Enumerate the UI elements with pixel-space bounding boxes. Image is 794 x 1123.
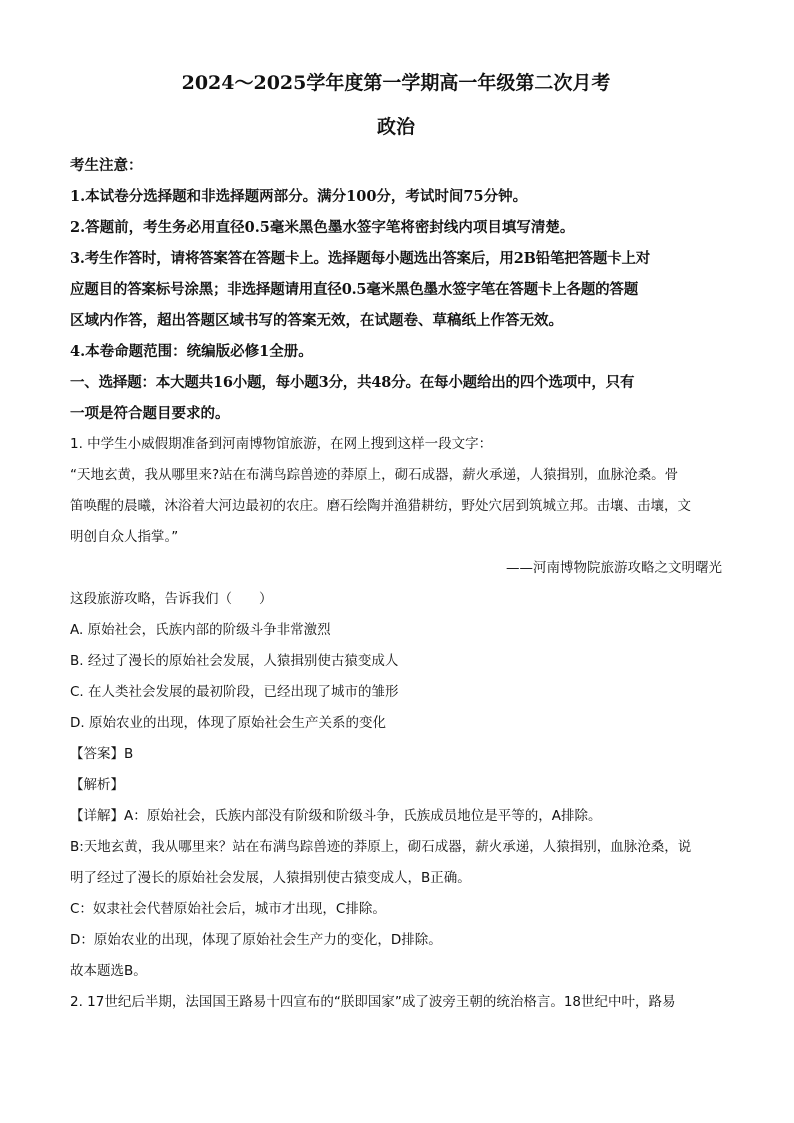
section-line: 一项是符合题目要求的。 xyxy=(70,405,230,422)
analysis-label: 【解析】 xyxy=(70,777,124,793)
notice-heading: 考生注意： xyxy=(70,157,143,174)
notice-line: 3.考生作答时，请将答案答在答题卡上。选择题每小题选出答案后，用2B铅笔把答题卡上对 xyxy=(70,250,651,267)
notice-line: 1.本试卷分选择题和非选择题两部分。满分100分，考试时间75分钟。 xyxy=(70,188,528,205)
exam-title: 2024～2025学年度第一学期高一年级第二次月考 xyxy=(181,72,611,94)
exam-page xyxy=(70,66,722,1018)
option-c: C. 在人类社会发展的最初阶段，已经出现了城市的雏形 xyxy=(70,684,399,700)
notice-line: 应题目的答案标号涂黑；非选择题请用直径0.5毫米黑色墨水签字笔在答题卡上各题的答题 xyxy=(70,281,639,298)
question-stem: 2. 17世纪后半期，法国国王路易十四宣布的“朕即国家”成了波旁王朝的统治格言。18世纪中叶，路易 xyxy=(70,994,676,1010)
answer-line xyxy=(70,739,722,770)
option-d: D. 原始农业的出现，体现了原始社会生产关系的变化 xyxy=(70,715,386,731)
analysis-line: 明了经过了漫长的原始社会发展，人猿揖别使古猿变成人，B正确。 xyxy=(70,870,471,886)
notice-line: 4.本卷命题范围：统编版必修1全册。 xyxy=(70,343,313,360)
question-2 xyxy=(70,987,722,1018)
analysis-line: C：奴隶社会代替原始社会后，城市才出现，C排除。 xyxy=(70,901,386,917)
analysis-line: B:天地玄黄，我从哪里来？站在布满鸟踪兽迹的莽原上，砌石成器，薪火承递，人猿揖别，血脉沧桑，说 xyxy=(70,839,692,855)
section-line: 一、选择题：本大题共16小题，每小题3分，共48分。在每小题给出的四个选项中，只有 xyxy=(70,374,635,391)
analysis-line xyxy=(70,801,722,832)
notice-line: 2.答题前，考生务必用直径0.5毫米黑色墨水签字笔将密封线内项目填写清楚。 xyxy=(70,219,575,236)
question-1 xyxy=(70,429,722,987)
notice-block xyxy=(70,150,722,367)
option-b: B. 经过了漫长的原始社会发展，人猿揖别使古猿变成人 xyxy=(70,653,399,669)
quote-line: 明创自众人指掌。” xyxy=(70,529,179,545)
answer-label: 【答案】 xyxy=(70,746,124,762)
question-stem: 1. 中学生小威假期准备到河南博物馆旅游，在网上搜到这样一段文字： xyxy=(70,436,493,452)
section-heading xyxy=(70,367,722,429)
analysis-line: 故本题选B。 xyxy=(70,963,147,979)
quote-source: ——河南博物院旅游攻略之文明曙光 xyxy=(506,560,722,576)
notice-line: 区域内作答，超出答题区域书写的答案无效，在试题卷、草稿纸上作答无效。 xyxy=(70,312,563,329)
quote-line: 笛唤醒的晨曦，沐浴着大河边最初的农庄。磨石绘陶并渔猎耕纺，野处穴居到筑城立邦。击壤、击壤，文 xyxy=(70,498,691,514)
question-ask: 这段旅游攻略，告诉我们（ ） xyxy=(70,591,273,607)
analysis-text: A：原始社会，氏族内部没有阶级和阶级斗争，氏族成员地位是平等的，A排除。 xyxy=(124,808,602,824)
exam-subject: 政治 xyxy=(376,116,415,138)
answer-value: B xyxy=(124,746,134,762)
analysis-line: D：原始农业的出现，体现了原始社会生产力的变化，D排除。 xyxy=(70,932,442,948)
detail-label: 【详解】 xyxy=(70,808,124,824)
option-a: A. 原始社会，氏族内部的阶级斗争非常激烈 xyxy=(70,622,331,638)
quote-line: “天地玄黄，我从哪里来?站在布满鸟踪兽迹的莽原上，砌石成器，薪火承递，人猿揖别，血脉沧桑。骨 xyxy=(70,467,679,483)
